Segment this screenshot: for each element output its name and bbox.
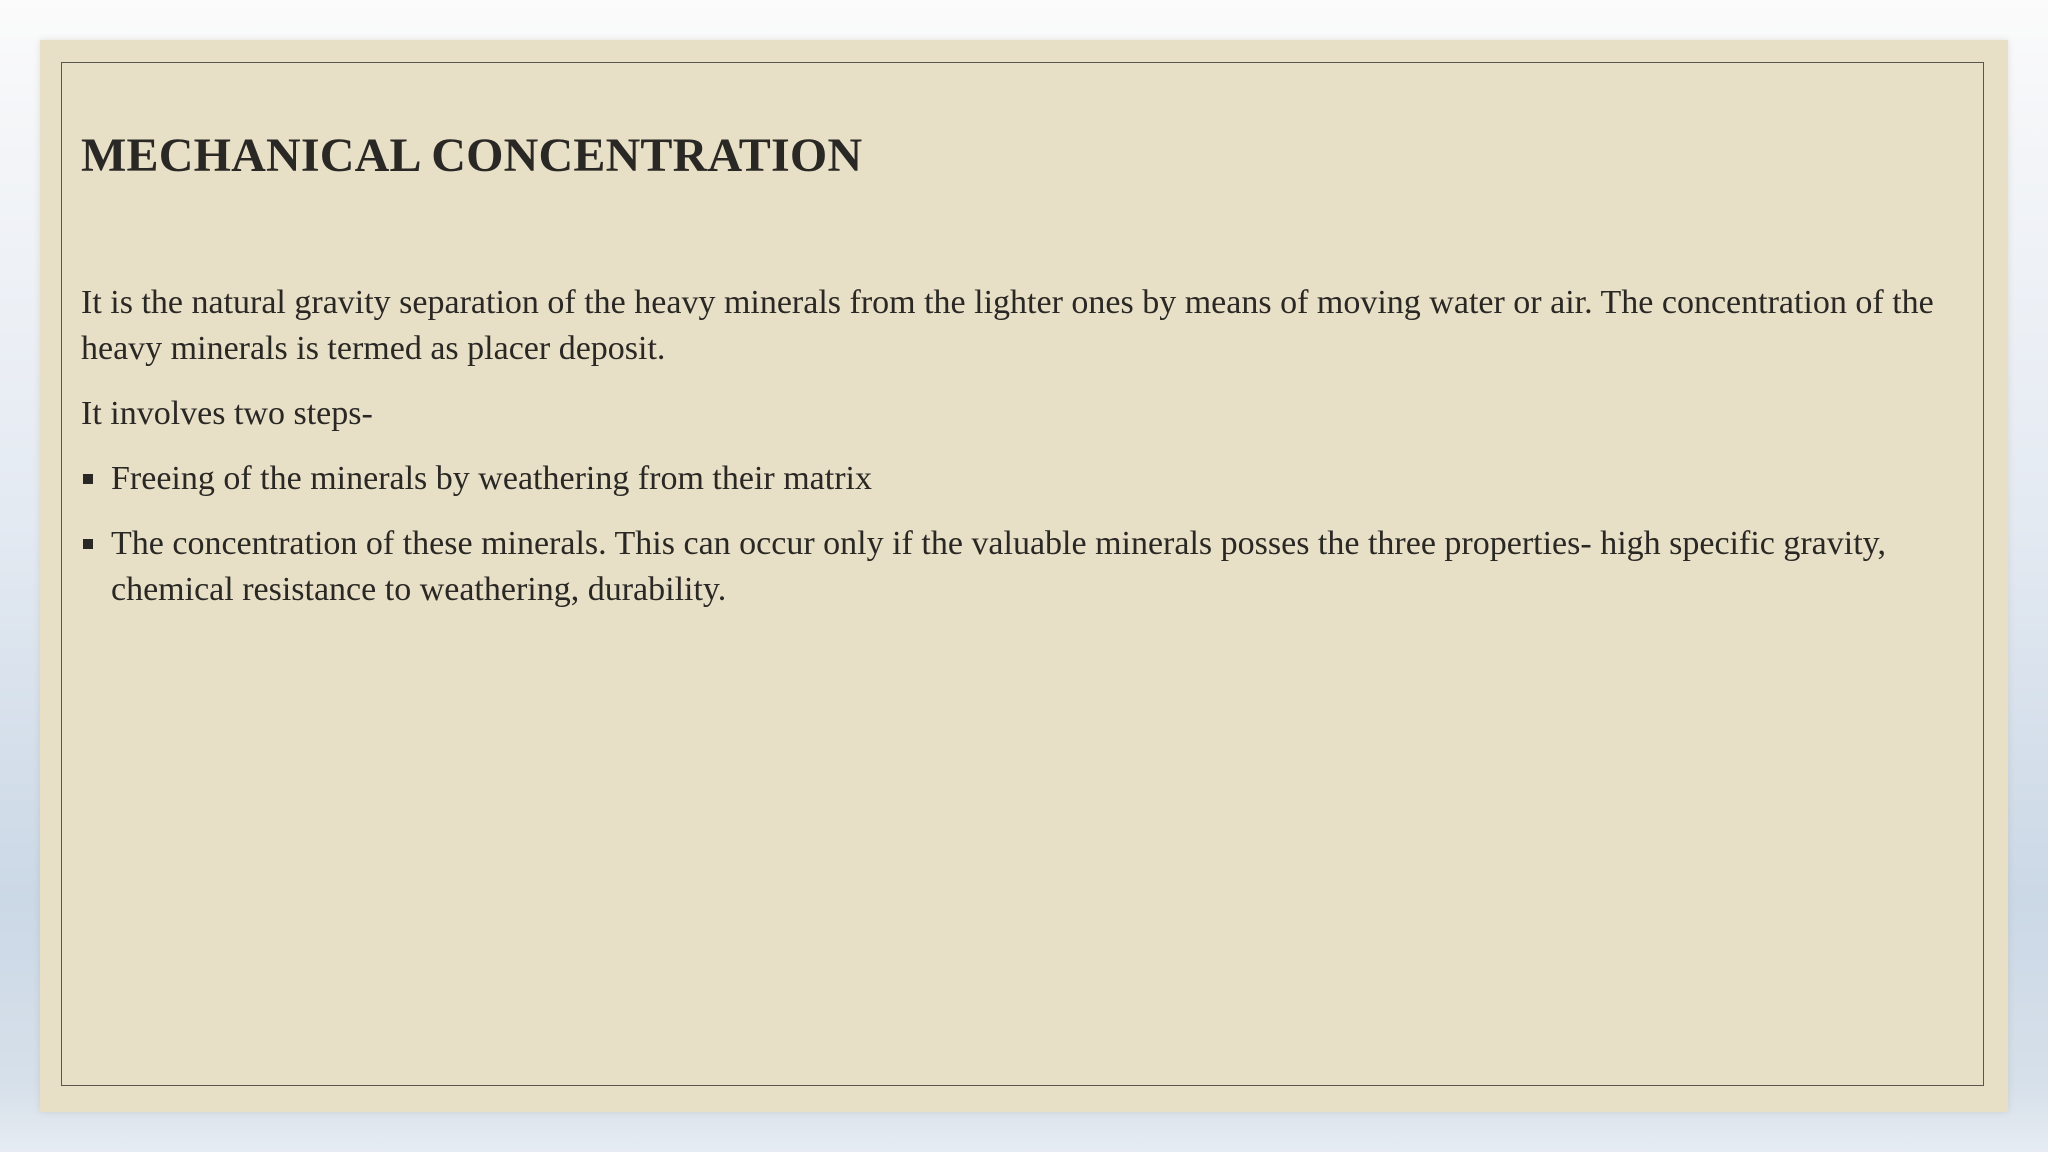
list-item: [81, 521, 1981, 613]
square-bullet-icon: [83, 474, 93, 484]
slide-title: MECHANICAL CONCENTRATION: [81, 129, 863, 182]
slide: [40, 40, 2008, 1112]
square-bullet-icon: [83, 539, 93, 549]
slide-body: [81, 280, 1981, 632]
steps-list: [81, 456, 1981, 613]
list-item-text: The concentration of these minerals. This can occur only if the valuable minerals posses the three properties- high specific gravity, chemical resistance to weathering, durability.: [111, 525, 1886, 608]
paragraph-steps-intro: It involves two steps-: [81, 395, 373, 432]
paragraph-definition: It is the natural gravity separation of the heavy minerals from the lighter ones by means of moving water or air. The concentration of the heavy minerals is termed as placer deposit.: [81, 284, 1934, 367]
list-item: [81, 456, 1981, 502]
list-item-text: Freeing of the minerals by weathering from their matrix: [111, 460, 872, 497]
